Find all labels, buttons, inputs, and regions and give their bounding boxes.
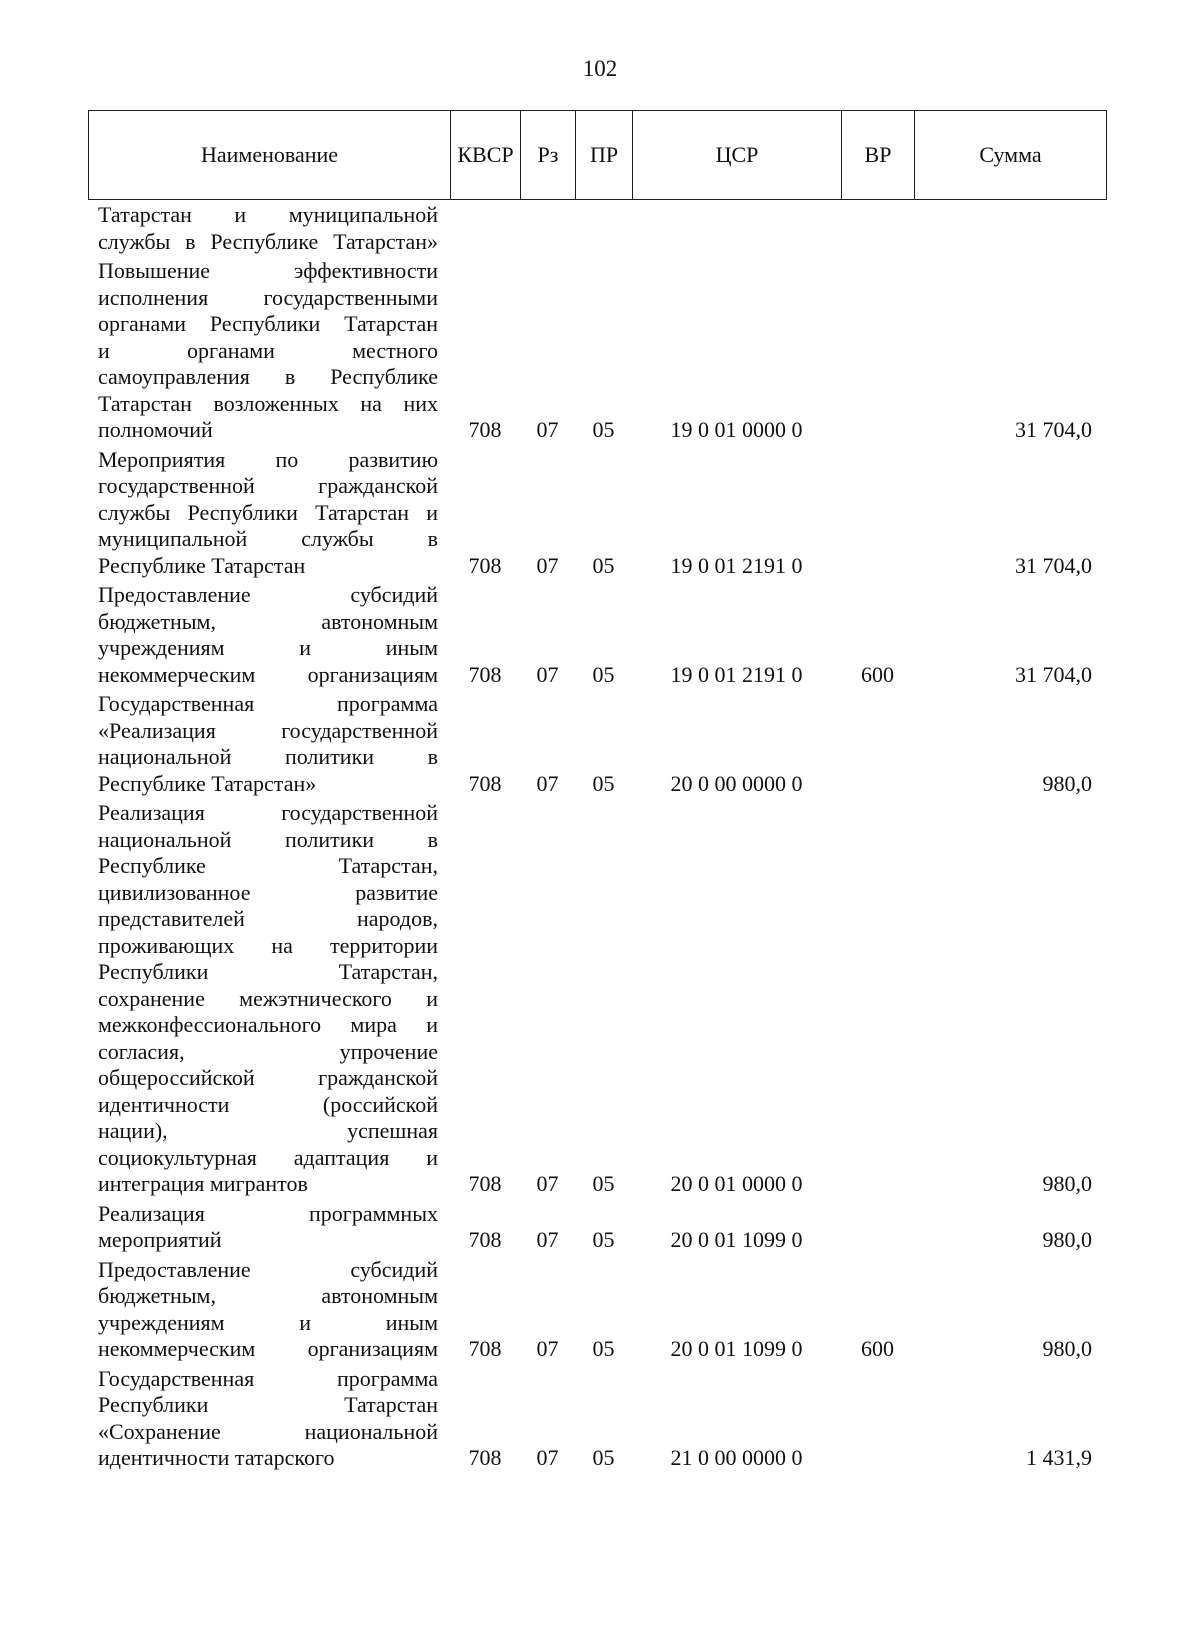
cell-sum: 980,0 [1042, 770, 1092, 796]
column-header-sum: Сумма [915, 111, 1107, 200]
cell-csr [632, 202, 841, 258]
cell-rz: 07 [536, 1171, 559, 1196]
cell-csr: 19 0 01 0000 0 [670, 417, 803, 442]
table-row [88, 1366, 1106, 1475]
cell-kvsr: 708 [468, 661, 502, 687]
name-line: межконфессионального мира и [98, 1012, 438, 1037]
cell-vr [841, 691, 914, 800]
cell-kvsr: 708 [468, 1445, 502, 1470]
name-line: службы Республики Татарстан и [98, 499, 438, 525]
name-line: органами Республики Татарстан [98, 311, 438, 336]
cell-rz: 07 [536, 661, 559, 687]
name-line: Республике Татарстан [98, 552, 306, 578]
table-row [88, 582, 1106, 691]
name-line: сохранение межэтнического и [98, 985, 438, 1011]
name-line: Татарстан и муниципальной [98, 202, 438, 227]
name-line: «Сохранение национальной [98, 1418, 438, 1444]
table-row [88, 258, 1106, 447]
name-line: национальной политики в [98, 744, 438, 769]
name-line: «Реализация государственной [98, 717, 438, 743]
name-line: самоуправления в Республике [98, 364, 438, 389]
name-line: Республики Татарстан, [98, 959, 438, 984]
cell-vr: 600 [861, 661, 894, 687]
cell-vr [841, 1366, 914, 1475]
cell-rz: 07 [536, 1227, 559, 1252]
name-line: и органами местного [98, 337, 438, 363]
cell-csr: 20 0 01 1099 0 [670, 1336, 803, 1361]
cell-sum: 31 704,0 [1015, 552, 1092, 578]
cell-name [88, 1366, 450, 1475]
cell-pr: 05 [592, 1171, 615, 1196]
column-header-pr: ПР [576, 111, 633, 200]
name-line: Мероприятия по развитию [98, 446, 438, 472]
name-line: Республике Татарстан, [98, 853, 438, 878]
cell-vr [841, 258, 914, 447]
cell-csr: 21 0 00 0000 0 [670, 1445, 803, 1470]
cell-pr: 05 [592, 1336, 615, 1361]
name-line: Предоставление субсидий [98, 1256, 438, 1282]
name-line: бюджетным, автономным [98, 608, 438, 634]
cell-sum: 980,0 [1042, 1227, 1092, 1252]
cell-rz: 07 [536, 417, 559, 442]
cell-sum: 980,0 [1042, 1336, 1092, 1361]
name-line: государственной гражданской [98, 473, 438, 498]
name-line: цивилизованное развитие [98, 879, 438, 905]
cell-vr [841, 1201, 914, 1257]
budget-table [88, 202, 1106, 1475]
name-line: некоммерческим организациям [98, 661, 438, 687]
name-line: бюджетным, автономным [98, 1283, 438, 1308]
cell-pr: 05 [592, 417, 615, 442]
column-header-vr: ВР [842, 111, 915, 200]
name-line: полномочий [98, 417, 213, 442]
name-line: проживающих на территории [98, 932, 438, 958]
table-row [88, 202, 1106, 258]
cell-pr: 05 [592, 661, 615, 687]
cell-vr: 600 [861, 1336, 894, 1361]
column-header-rz: Рз [521, 111, 576, 200]
cell-pr: 05 [592, 1445, 615, 1470]
cell-name [88, 447, 450, 583]
cell-rz: 07 [536, 1336, 559, 1361]
cell-kvsr: 708 [468, 770, 502, 796]
cell-sum: 980,0 [1042, 1171, 1092, 1196]
cell-pr: 05 [592, 1227, 615, 1252]
name-line: общероссийской гражданской [98, 1065, 438, 1090]
cell-name [88, 691, 450, 800]
cell-kvsr: 708 [468, 1171, 502, 1196]
cell-sum: 1 431,9 [1026, 1445, 1092, 1470]
name-line: нации), успешная [98, 1118, 438, 1143]
table-row [88, 1257, 1106, 1366]
name-line: представителей народов, [98, 906, 438, 931]
table-header [88, 110, 1107, 200]
name-line: идентичности татарского [98, 1445, 335, 1470]
name-line: Государственная программа [98, 691, 438, 716]
name-line: Государственная программа [98, 1365, 438, 1391]
cell-rz [520, 202, 575, 258]
cell-csr: 20 0 01 0000 0 [670, 1171, 803, 1196]
name-line: социокультурная адаптация и [98, 1144, 438, 1170]
name-line: некоммерческим организациям [98, 1336, 438, 1361]
cell-sum: 31 704,0 [1015, 661, 1092, 687]
cell-rz: 07 [536, 552, 559, 578]
column-header-name: Наименование [89, 111, 451, 200]
cell-name [88, 582, 450, 691]
name-line: Повышение эффективности [98, 258, 438, 283]
name-line: интеграция мигрантов [98, 1171, 308, 1196]
page-number: 102 [582, 56, 618, 81]
table-row [88, 447, 1106, 583]
cell-name [88, 800, 450, 1201]
name-line: согласия, упрочение [98, 1038, 438, 1064]
cell-rz: 07 [536, 770, 559, 796]
name-line: службы в Республике Татарстан» [98, 228, 438, 254]
name-line: Республики Татарстан [98, 1392, 438, 1417]
name-line: Татарстан возложенных на них [98, 390, 438, 416]
cell-pr: 05 [592, 770, 615, 796]
cell-pr [575, 202, 632, 258]
name-line: национальной политики в [98, 826, 438, 852]
cell-name [88, 258, 450, 447]
cell-name [88, 1201, 450, 1257]
cell-name [88, 202, 450, 258]
name-line: муниципальной службы в [98, 526, 438, 551]
cell-kvsr [450, 202, 520, 258]
cell-vr [841, 800, 914, 1201]
table-body [88, 202, 1106, 1475]
cell-pr: 05 [592, 552, 615, 578]
name-line: исполнения государственными [98, 284, 438, 310]
name-line: учреждениям и иным [98, 635, 438, 660]
name-line: мероприятий [98, 1227, 222, 1252]
name-line: Реализация программных [98, 1200, 438, 1226]
cell-csr: 20 0 00 0000 0 [670, 770, 803, 796]
name-line: Предоставление субсидий [98, 582, 438, 607]
cell-csr: 19 0 01 2191 0 [670, 661, 803, 687]
name-line: Реализация государственной [98, 800, 438, 825]
cell-kvsr: 708 [468, 1227, 502, 1252]
column-header-kvsr: КВСР [451, 111, 521, 200]
cell-name [88, 1257, 450, 1366]
table-row [88, 1201, 1106, 1257]
name-line: Республике Татарстан» [98, 770, 317, 796]
name-line: учреждениям и иным [98, 1309, 438, 1335]
cell-sum: 31 704,0 [1015, 417, 1092, 442]
cell-csr: 19 0 01 2191 0 [670, 552, 803, 578]
cell-vr [841, 202, 914, 258]
table-row [88, 691, 1106, 800]
cell-csr: 20 0 01 1099 0 [670, 1227, 803, 1252]
cell-kvsr: 708 [468, 1336, 502, 1361]
table-row [88, 800, 1106, 1201]
cell-sum [914, 202, 1106, 258]
name-line: идентичности (российской [98, 1091, 438, 1117]
cell-vr [841, 447, 914, 583]
cell-kvsr: 708 [468, 417, 502, 442]
cell-kvsr: 708 [468, 552, 502, 578]
cell-rz: 07 [536, 1445, 559, 1470]
column-header-csr: ЦСР [633, 111, 842, 200]
